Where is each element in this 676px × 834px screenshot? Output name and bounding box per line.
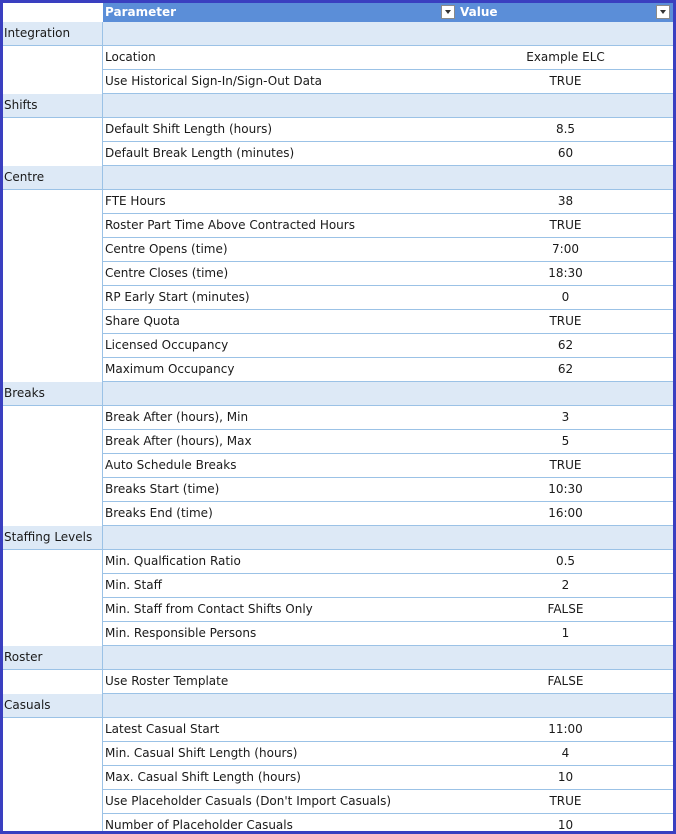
table-row[interactable] [3, 406, 673, 430]
parameter-cell[interactable]: Min. Staff from Contact Shifts Only [103, 598, 458, 622]
group-name-cell[interactable]: Casuals [3, 694, 103, 718]
group-spacer-cell[interactable] [3, 334, 103, 358]
value-cell[interactable]: 60 [458, 142, 673, 166]
table-row[interactable] [3, 46, 673, 70]
group-parameter-cell[interactable] [103, 694, 458, 718]
group-parameter-cell[interactable] [103, 94, 458, 118]
group-name-cell[interactable]: Roster [3, 646, 103, 670]
group-row[interactable] [3, 382, 673, 406]
table-row[interactable] [3, 742, 673, 766]
table-row[interactable] [3, 238, 673, 262]
value-cell[interactable]: 0.5 [458, 550, 673, 574]
parameter-column-header[interactable] [103, 3, 458, 22]
value-cell[interactable]: TRUE [458, 454, 673, 478]
table-row[interactable] [3, 286, 673, 310]
group-value-cell[interactable] [458, 526, 673, 550]
parameter-cell[interactable]: Min. Qualfication Ratio [103, 550, 458, 574]
group-spacer-cell[interactable] [3, 502, 103, 526]
group-spacer-cell[interactable] [3, 358, 103, 382]
parameter-cell[interactable]: Break After (hours), Min [103, 406, 458, 430]
value-cell[interactable]: 38 [458, 190, 673, 214]
value-header-label: Value [460, 5, 498, 19]
table-row[interactable] [3, 334, 673, 358]
parameter-cell[interactable]: Break After (hours), Max [103, 430, 458, 454]
value-cell[interactable]: 3 [458, 406, 673, 430]
table-row[interactable] [3, 790, 673, 814]
group-value-cell[interactable] [458, 382, 673, 406]
table-row[interactable] [3, 310, 673, 334]
parameter-cell[interactable]: Centre Opens (time) [103, 238, 458, 262]
value-cell[interactable]: 8.5 [458, 118, 673, 142]
group-spacer-cell[interactable] [3, 262, 103, 286]
group-spacer-cell[interactable] [3, 718, 103, 742]
parameter-cell[interactable]: Default Shift Length (hours) [103, 118, 458, 142]
group-name-cell[interactable]: Breaks [3, 382, 103, 406]
value-cell[interactable]: 16:00 [458, 502, 673, 526]
group-spacer-cell[interactable] [3, 622, 103, 646]
group-spacer-cell[interactable] [3, 454, 103, 478]
value-cell[interactable]: 11:00 [458, 718, 673, 742]
table-row[interactable] [3, 550, 673, 574]
value-cell[interactable]: Example ELC [458, 46, 673, 70]
parameter-cell[interactable]: Min. Responsible Persons [103, 622, 458, 646]
group-spacer-cell[interactable] [3, 670, 103, 694]
group-parameter-cell[interactable] [103, 166, 458, 190]
group-name-cell[interactable]: Staffing Levels [3, 526, 103, 550]
group-spacer-cell[interactable] [3, 814, 103, 834]
group-spacer-cell[interactable] [3, 310, 103, 334]
group-spacer-cell[interactable] [3, 118, 103, 142]
group-spacer-cell[interactable] [3, 430, 103, 454]
group-spacer-cell[interactable] [3, 550, 103, 574]
group-name-cell[interactable]: Integration [3, 22, 103, 46]
parameter-cell[interactable]: Centre Closes (time) [103, 262, 458, 286]
table-row[interactable] [3, 766, 673, 790]
parameter-cell[interactable]: Min. Casual Shift Length (hours) [103, 742, 458, 766]
table-row[interactable] [3, 142, 673, 166]
group-spacer-cell[interactable] [3, 238, 103, 262]
table-row[interactable] [3, 430, 673, 454]
value-cell[interactable]: 5 [458, 430, 673, 454]
group-row[interactable] [3, 94, 673, 118]
table-body [3, 22, 673, 834]
table-row[interactable] [3, 70, 673, 94]
parameter-cell[interactable]: Breaks Start (time) [103, 478, 458, 502]
group-spacer-cell[interactable] [3, 742, 103, 766]
parameter-cell[interactable]: Number of Placeholder Casuals [103, 814, 458, 834]
group-row[interactable] [3, 526, 673, 550]
group-row[interactable] [3, 22, 673, 46]
parameter-cell[interactable]: Share Quota [103, 310, 458, 334]
value-cell[interactable]: 10:30 [458, 478, 673, 502]
table-row[interactable] [3, 214, 673, 238]
group-parameter-cell[interactable] [103, 22, 458, 46]
parameter-cell[interactable]: Location [103, 46, 458, 70]
group-value-cell[interactable] [458, 166, 673, 190]
group-parameter-cell[interactable] [103, 382, 458, 406]
table-row[interactable] [3, 502, 673, 526]
table-row[interactable] [3, 190, 673, 214]
group-parameter-cell[interactable] [103, 646, 458, 670]
parameter-cell[interactable]: Max. Casual Shift Length (hours) [103, 766, 458, 790]
group-spacer-cell[interactable] [3, 574, 103, 598]
table-row[interactable] [3, 454, 673, 478]
group-spacer-cell[interactable] [3, 142, 103, 166]
value-cell[interactable]: 1 [458, 622, 673, 646]
group-parameter-cell[interactable] [103, 526, 458, 550]
value-cell[interactable]: TRUE [458, 214, 673, 238]
table-row[interactable] [3, 118, 673, 142]
group-name-cell[interactable]: Centre [3, 166, 103, 190]
value-cell[interactable]: 62 [458, 358, 673, 382]
parameter-cell[interactable]: FTE Hours [103, 190, 458, 214]
parameter-cell[interactable]: RP Early Start (minutes) [103, 286, 458, 310]
table-row[interactable] [3, 718, 673, 742]
value-cell[interactable]: TRUE [458, 790, 673, 814]
group-value-cell[interactable] [458, 646, 673, 670]
table-row[interactable] [3, 814, 673, 834]
group-row[interactable] [3, 166, 673, 190]
parameter-cell[interactable]: Use Historical Sign-In/Sign-Out Data [103, 70, 458, 94]
value-cell[interactable]: FALSE [458, 598, 673, 622]
value-cell[interactable]: 7:00 [458, 238, 673, 262]
value-cell[interactable]: 4 [458, 742, 673, 766]
group-spacer-cell[interactable] [3, 766, 103, 790]
value-column-header[interactable] [458, 3, 673, 22]
table-row[interactable] [3, 478, 673, 502]
parameter-filter-dropdown-icon[interactable] [441, 5, 455, 19]
parameter-header-label: Parameter [105, 5, 177, 19]
group-spacer-cell[interactable] [3, 478, 103, 502]
value-cell[interactable]: 2 [458, 574, 673, 598]
parameter-cell[interactable]: Breaks End (time) [103, 502, 458, 526]
value-cell[interactable]: TRUE [458, 70, 673, 94]
value-cell[interactable]: 0 [458, 286, 673, 310]
parameter-cell[interactable]: Licensed Occupancy [103, 334, 458, 358]
table-row[interactable] [3, 262, 673, 286]
parameter-cell[interactable]: Min. Staff [103, 574, 458, 598]
parameter-cell[interactable]: Default Break Length (minutes) [103, 142, 458, 166]
value-cell[interactable]: 10 [458, 814, 673, 834]
parameter-cell[interactable]: Use Placeholder Casuals (Don't Import Casuals) [103, 790, 458, 814]
table-header [3, 3, 673, 22]
table-row[interactable] [3, 358, 673, 382]
group-spacer-cell[interactable] [3, 190, 103, 214]
group-spacer-cell[interactable] [3, 286, 103, 310]
group-spacer-cell[interactable] [3, 214, 103, 238]
value-cell[interactable]: FALSE [458, 670, 673, 694]
parameter-cell[interactable]: Use Roster Template [103, 670, 458, 694]
group-row[interactable] [3, 646, 673, 670]
value-filter-dropdown-icon[interactable] [656, 5, 670, 19]
group-value-cell[interactable] [458, 94, 673, 118]
group-spacer-cell[interactable] [3, 406, 103, 430]
table-row[interactable] [3, 670, 673, 694]
parameter-cell[interactable]: Auto Schedule Breaks [103, 454, 458, 478]
group-value-cell[interactable] [458, 22, 673, 46]
group-name-cell[interactable]: Shifts [3, 94, 103, 118]
group-spacer-cell[interactable] [3, 70, 103, 94]
table-row[interactable] [3, 622, 673, 646]
group-spacer-cell[interactable] [3, 46, 103, 70]
group-spacer-cell[interactable] [3, 790, 103, 814]
parameter-cell[interactable]: Roster Part Time Above Contracted Hours [103, 214, 458, 238]
value-cell[interactable]: TRUE [458, 310, 673, 334]
table-row[interactable] [3, 574, 673, 598]
value-cell[interactable]: 62 [458, 334, 673, 358]
group-spacer-cell[interactable] [3, 598, 103, 622]
parameter-cell[interactable]: Maximum Occupancy [103, 358, 458, 382]
value-cell[interactable]: 10 [458, 766, 673, 790]
value-cell[interactable]: 18:30 [458, 262, 673, 286]
parameter-cell[interactable]: Latest Casual Start [103, 718, 458, 742]
table-row[interactable] [3, 598, 673, 622]
group-value-cell[interactable] [458, 694, 673, 718]
group-row[interactable] [3, 694, 673, 718]
header-blank-cell [3, 3, 103, 22]
